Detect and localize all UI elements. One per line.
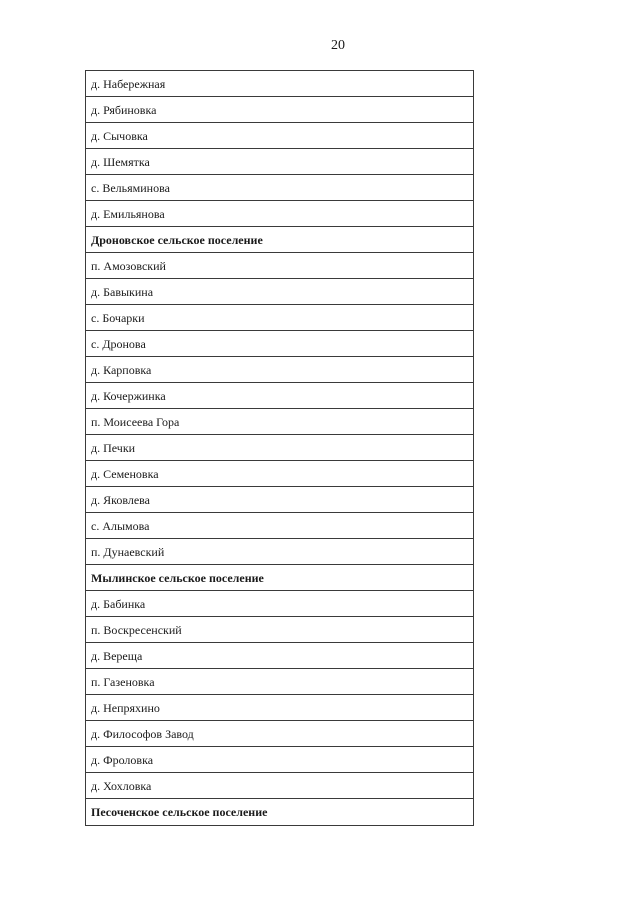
table-row: д. Семеновка	[86, 461, 473, 487]
table-row: с. Алымова	[86, 513, 473, 539]
section-header-row: Мылинское сельское поселение	[86, 565, 473, 591]
table-row: д. Хохловка	[86, 773, 473, 799]
table-row: п. Газеновка	[86, 669, 473, 695]
table-row: п. Дунаевский	[86, 539, 473, 565]
table-row: с. Бочарки	[86, 305, 473, 331]
table-row: д. Карповка	[86, 357, 473, 383]
page-number: 20	[331, 38, 345, 53]
table-row: д. Бавыкина	[86, 279, 473, 305]
section-header-row: Песоченское сельское поселение	[91, 805, 268, 819]
table-row: д. Фроловка	[86, 747, 473, 773]
table-row: д. Бабинка	[86, 591, 473, 617]
table-row: п. Моисеева Гора	[86, 409, 473, 435]
table-row: д. Кочержинка	[86, 383, 473, 409]
table-row: п. Воскресенский	[86, 617, 473, 643]
table-row: д. Набережная	[86, 71, 473, 97]
table-row: д. Вереща	[86, 643, 473, 669]
table-row: д. Шемятка	[86, 149, 473, 175]
table-row: п. Амозовский	[86, 253, 473, 279]
table-row: д. Философов Завод	[86, 721, 473, 747]
table-row: д. Яковлева	[86, 487, 473, 513]
table-row: с. Вельяминова	[86, 175, 473, 201]
table-row: д. Емильянова	[86, 201, 473, 227]
table-row: д. Непряхино	[86, 695, 473, 721]
table-row: д. Сычовка	[86, 123, 473, 149]
table-row: д. Печки	[86, 435, 473, 461]
table-row: д. Рябиновка	[86, 97, 473, 123]
section-header-row: Дроновское сельское поселение	[86, 227, 473, 253]
settlements-table	[85, 70, 474, 826]
table-row: с. Дронова	[86, 331, 473, 357]
